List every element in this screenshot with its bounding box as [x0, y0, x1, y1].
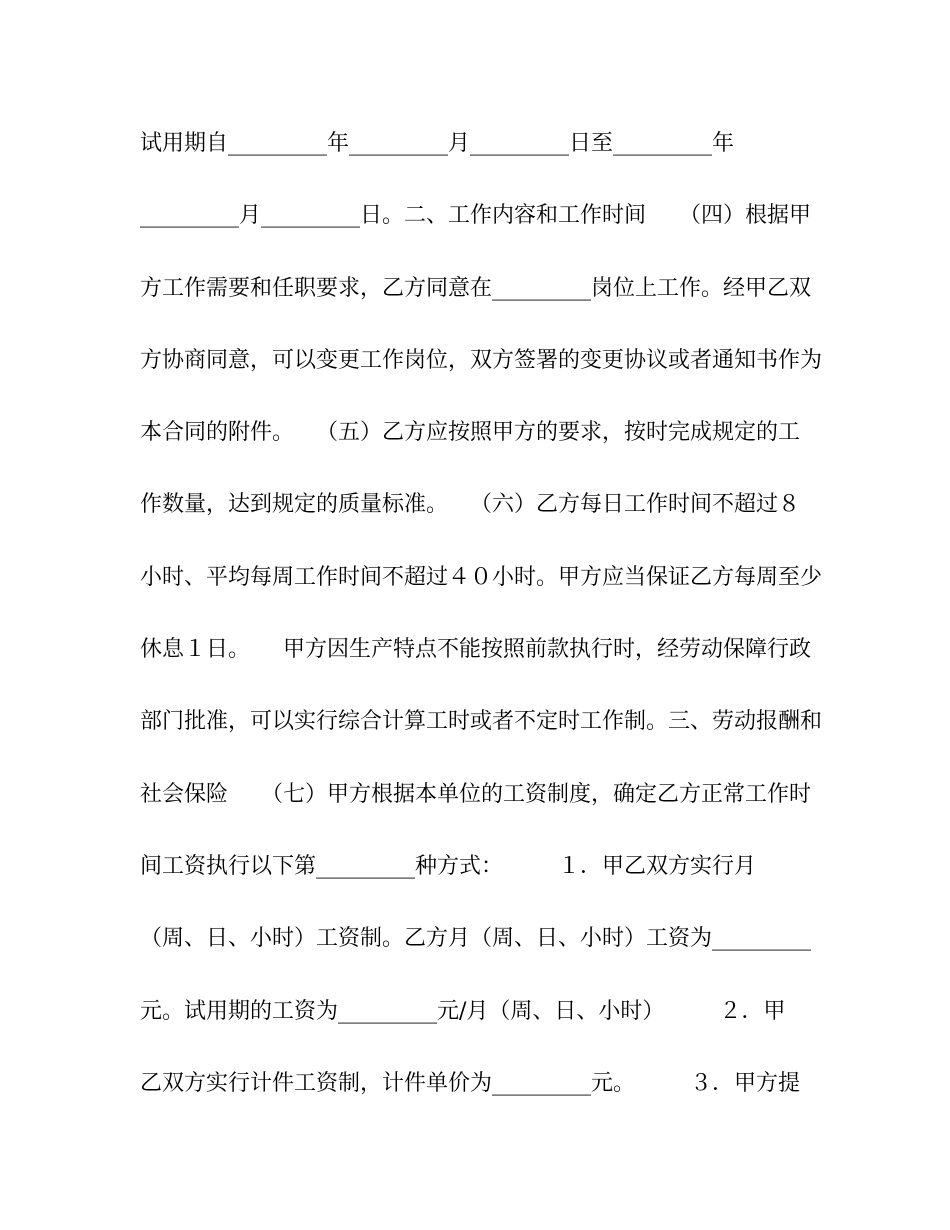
- text-line-7: 小时、平均每周工作时间不超过４０小时。甲方应当保证乙方每周至少: [140, 564, 823, 590]
- text-line-14: 乙双方实行计件工资制，计件单价为_________元。 ３．甲方提: [140, 1070, 801, 1096]
- text-line-8: 休息１日。 甲方因生产特点不能按照前款执行时，经劳动保障行政: [140, 637, 812, 663]
- text-line-11: 间工资执行以下第_________种方式： １．甲乙双方实行月: [140, 853, 757, 879]
- text-line-9: 部门批准，可以实行综合计算工时或者不定时工作制。三、劳动报酬和: [140, 709, 823, 735]
- text-line-10: 社会保险 （七）甲方根据本单位的工资制度，确定乙方正常工作时: [140, 781, 812, 807]
- text-line-4: 方协商同意，可以变更工作岗位，双方签署的变更协议或者通知书作为: [140, 347, 823, 373]
- contract-body-text: [140, 120, 823, 1132]
- text-line-12: （周、日、小时）工资制。乙方月（周、日、小时）工资为_________: [140, 926, 812, 952]
- text-line-3: 方工作需要和任职要求，乙方同意在_________岗位上工作。经甲乙双: [140, 275, 812, 301]
- text-line-5: 本合同的附件。 （五）乙方应按照甲方的要求，按时完成规定的工: [140, 420, 801, 446]
- text-line-13: 元。试用期的工资为_________元/月（周、日、小时） ２．甲: [140, 998, 786, 1024]
- text-line-6: 作数量，达到规定的质量标准。 （六）乙方每日工作时间不超过８: [140, 492, 801, 518]
- text-line-2: _________月_________日。二、工作内容和工作时间 （四）根据甲: [140, 203, 812, 229]
- text-line-1: 试用期自_________年_________月_________日至_________年: [140, 131, 735, 156]
